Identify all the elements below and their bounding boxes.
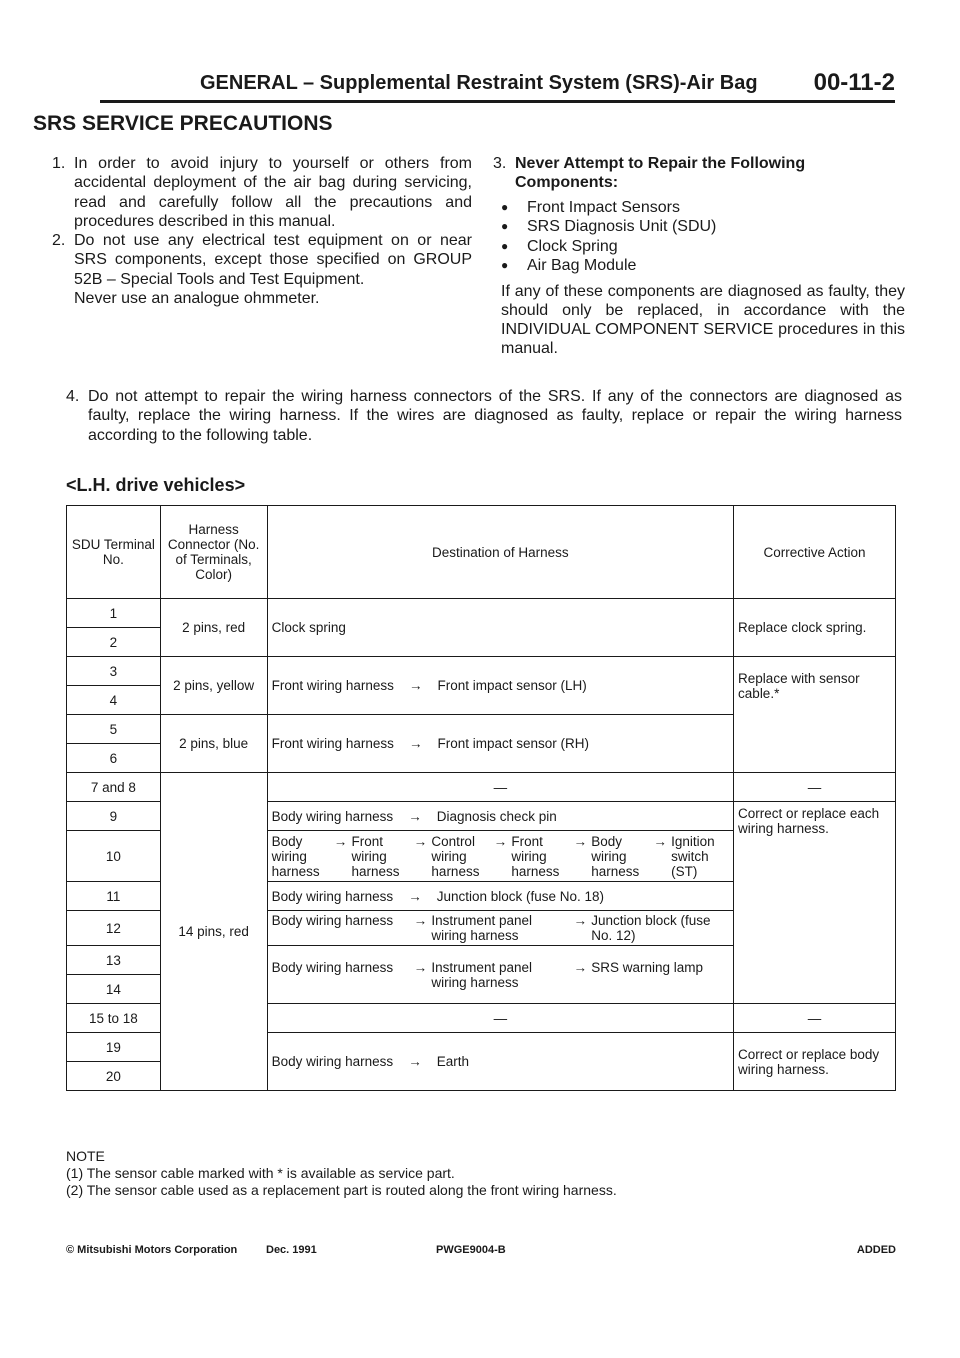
table-row [67,657,896,686]
destination-part: Front wiring harness [351,833,400,879]
destination-cell [267,946,733,1004]
item-heading: Never Attempt to Repair the Following Components: [515,155,806,192]
table-header-row [67,506,896,599]
date: Dec. 1991 [266,1244,317,1256]
destination-part: Body wiring harness [591,833,640,879]
destination-part: Front wiring harness [271,736,394,751]
destination-cell [267,831,733,882]
destination-cell [267,1033,733,1091]
bullet-icon: ● [501,238,509,253]
destination-part: Earth [436,1054,469,1069]
item-number: 3. [493,155,507,172]
action-cell: — [734,1004,896,1033]
arrow-icon: → [653,833,667,849]
terminal-cell: 15 to 18 [67,1004,161,1033]
column-header-destination: Destination of Harness [267,506,733,599]
terminal-cell: 3 [67,657,161,686]
destination-cell [267,882,733,911]
terminal-cell: 5 [67,715,161,744]
destination-part: Front wiring harness [271,678,394,693]
list-item [501,256,905,276]
page-number: 00-11-2 [813,69,895,96]
destination-cell [267,715,733,773]
action-cell: — [734,773,896,802]
terminal-cell: 9 [67,802,161,831]
destination-part: Body wiring harness [271,833,320,879]
item-text-extra: Never use an analogue ohmmeter. [74,290,320,308]
list-item [501,217,905,237]
item-number: 1. [52,155,66,172]
destination-part: Body wiring harness [271,808,394,824]
item-number: 2. [52,232,66,250]
connector-cell: 2 pins, blue [160,715,267,773]
item-text-main: Do not use any electrical test equipment on or near SRS components, except those specified on GROUP 52B – Special Tools and Test Equipment. [74,232,472,288]
arrow-icon: → [573,833,587,849]
terminal-cell: 7 and 8 [67,773,161,802]
destination-cell [267,911,733,946]
column-header-action: Corrective Action [734,506,896,599]
arrow-icon: → [413,959,428,975]
item-text: In order to avoid injury to yourself or others from accidental deployment of the air bag during servicing, read and carefully follow all the precautions and procedures described in this manual. [74,155,472,230]
header-title: GENERAL – Supplemental Restraint System (SRS)-Air Bag [200,72,758,94]
destination-part: Body wiring harness [271,888,394,904]
terminal-cell: 19 [67,1033,161,1062]
destination-part: Front wiring harness [511,833,560,879]
left-column [52,154,472,308]
precaution-2 [52,231,472,308]
destination-part: Body wiring harness [271,913,394,928]
action-cell: Correct or replace body wiring harness. [734,1033,896,1091]
arrow-icon: → [333,833,348,849]
destination-cell: — [267,773,733,802]
notes [66,1148,896,1199]
destination-part: Instrument panel wiring harness [431,913,532,943]
destination-part: Junction block (fuse No. 12) [591,913,711,943]
arrow-icon: → [408,808,422,824]
destination-part: Body wiring harness [271,1054,394,1069]
terminal-cell: 10 [67,831,161,882]
connector-cell: 2 pins, red [160,599,267,657]
destination-part: Diagnosis check pin [436,808,557,824]
action-cell: Correct or replace each wiring harness. [734,802,896,1004]
list-item-label: Clock Spring [527,237,618,255]
terminal-cell: 2 [67,628,161,657]
destination-part: Front impact sensor (LH) [437,678,587,693]
destination-cell: — [267,1004,733,1033]
bullet-icon: ● [501,219,509,234]
terminal-cell: 11 [67,882,161,911]
bullet-icon: ● [501,199,509,214]
arrow-icon: → [408,736,423,751]
terminal-cell: 6 [67,744,161,773]
destination-part: Front impact sensor (RH) [437,736,589,751]
note-label: NOTE [66,1148,105,1164]
item-text: If any of these components are diagnosed as faulty, they should only be replaced, in accordance with the INDIVIDUAL COMPONENT SERVICE procedures in this manual. [501,282,905,358]
note-item: (1) The sensor cable marked with * is available as service part. [66,1165,455,1181]
destination-part: Body wiring harness [271,959,394,975]
note-item: (2) The sensor cable used as a replacement part is routed along the front wiring harness. [66,1182,617,1198]
destination-part: Control wiring harness [431,833,480,879]
table-row [67,599,896,628]
item-text [74,231,472,308]
arrow-icon: → [408,1054,422,1069]
component-list [493,198,905,276]
list-item-label: Air Bag Module [527,257,637,275]
item-number: 4. [66,388,80,405]
list-item-label: Front Impact Sensors [527,198,680,216]
right-column [493,154,905,359]
table-row [67,773,896,802]
arrow-icon: → [573,913,587,928]
action-cell: Replace with sensor cable.* [734,657,896,773]
arrow-icon: → [408,678,423,693]
document-code: PWGE9004-B [436,1244,506,1256]
destination-part: Instrument panel wiring harness [431,959,532,990]
destination-cell: Clock spring [267,599,733,657]
destination-part: Junction block (fuse No. 18) [436,888,605,904]
connector-cell: 14 pins, red [160,773,267,1091]
terminal-cell: 14 [67,975,161,1004]
item-text: Do not attempt to repair the wiring harness connectors of the SRS. If any of the connectors are diagnosed as faulty, replace the wiring harness. If the wires are diagnosed as faulty, replace or repair the wiring harness according to the following table. [88,388,902,444]
arrow-icon: → [413,833,428,849]
terminal-cell: 13 [67,946,161,975]
connector-cell: 2 pins, yellow [160,657,267,715]
action-cell: Replace clock spring. [734,599,896,657]
terminal-cell: 4 [67,686,161,715]
arrow-icon: → [573,959,587,975]
precaution-3 [493,154,905,193]
column-header-terminal: SDU Terminal No. [67,506,161,599]
arrow-icon: → [493,833,508,849]
precaution-4 [66,387,902,445]
list-item [501,237,905,257]
list-item [501,198,905,218]
section-title: SRS SERVICE PRECAUTIONS [33,112,333,135]
arrow-icon: → [408,888,422,904]
bullet-icon: ● [501,258,509,273]
terminal-cell: 1 [67,599,161,628]
table-subheading: <L.H. drive vehicles> [66,475,246,495]
status-label: ADDED [856,1244,896,1256]
precaution-1 [52,154,472,231]
arrow-icon: → [413,913,428,928]
column-header-connector: Harness Connector (No. of Terminals, Color) [160,506,267,599]
destination-cell [267,802,733,831]
harness-table [66,505,896,1091]
destination-part: Ignition switch (ST) [671,833,715,879]
destination-part: SRS warning lamp [591,959,704,975]
copyright: © Mitsubishi Motors Corporation [66,1244,238,1256]
terminal-cell: 12 [67,911,161,946]
destination-cell [267,657,733,715]
terminal-cell: 20 [67,1062,161,1091]
page-header [100,66,895,103]
list-item-label: SRS Diagnosis Unit (SDU) [527,218,717,236]
